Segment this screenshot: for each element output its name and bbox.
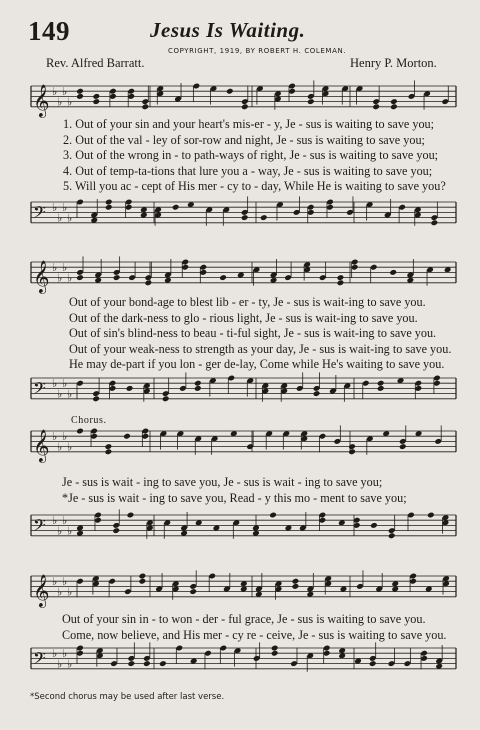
svg-text:♭: ♭ [52,85,58,99]
verse-lyrics-1 [63,117,458,195]
svg-text:♭: ♭ [52,430,58,444]
svg-text:♭: ♭ [62,647,68,661]
lyric-line: 3. Out of the wrong in - to path-ways of right, Je - sus is waiting to save you; [63,148,439,163]
lyric-line: 4. Out of temp-ta-tions that lure you a - way, Je - sus is waiting to save you; [63,163,433,178]
svg-text:𝄞: 𝄞 [33,83,50,117]
svg-text:𝄢: 𝄢 [33,201,46,226]
verse-lyrics-2 [69,295,464,373]
composer-credit: Henry P. Morton. [350,56,437,70]
svg-text:𝄞: 𝄞 [33,259,50,293]
svg-text:♭: ♭ [62,201,68,215]
lyric-line: Out of your weak-ness to strength as your day, Je - sus is wait-ing to save you. [69,341,452,356]
svg-text:♭: ♭ [57,524,63,538]
svg-text:♭: ♭ [57,211,63,225]
lyric-line: 2. Out of the val - ley of sor-row and night, Je - sus is waiting to save you; [63,132,425,147]
svg-text:𝄢: 𝄢 [33,377,46,402]
svg-text:♭: ♭ [67,585,73,599]
lyric-line: Out of the dark-ness to glo - rious light, Je - sus is wait-ing to save you. [69,310,418,325]
bass-staff-1 [0,192,480,252]
svg-text:♭: ♭ [57,440,63,454]
bass-staff-3 [0,505,480,567]
svg-text:♭: ♭ [57,657,63,671]
lyric-line: Je - sus is wait - ing to save you, Je - sus is wait - ing to save you; [62,475,383,489]
svg-text:♭: ♭ [67,440,73,454]
svg-text:♭: ♭ [52,514,58,528]
svg-text:𝄞: 𝄞 [33,428,50,462]
bass-staff-4 [0,640,480,688]
svg-text:♭: ♭ [67,657,73,671]
svg-text:♭: ♭ [67,95,73,109]
svg-text:♭: ♭ [57,387,63,401]
lyric-line: He may de-part if you lon - ger de-lay, Come while He's waiting to save you. [69,357,445,372]
svg-text:♭: ♭ [62,85,68,99]
svg-text:♭: ♭ [67,211,73,225]
lyric-line: Come, now believe, and His mer - cy re - ceive, Je - sus is waiting to save you. [62,627,447,642]
svg-text:♭: ♭ [62,430,68,444]
svg-text:♭: ♭ [52,261,58,275]
lyric-line: Out of sin's blind-ness to beau - ti-ful sight, Je - sus is wait-ing to save you. [69,326,437,341]
svg-text:𝄢: 𝄢 [33,647,46,672]
lyric-line: 1. Out of your sin and your heart's mis-er - y, Je - sus is waiting to save you; [63,117,435,131]
svg-text:♭: ♭ [62,377,68,391]
svg-text:♭: ♭ [52,201,58,215]
chorus-label: Chorus. [71,415,107,426]
svg-text:♭: ♭ [52,647,58,661]
svg-text:♭: ♭ [57,271,63,285]
chorus-lyrics [62,475,457,506]
final-lyrics [62,612,457,643]
svg-text:𝄞: 𝄞 [33,573,50,607]
hymn-number: 149 [28,16,70,46]
footnote: *Second chorus may be used after last verse. [30,692,225,702]
svg-text:♭: ♭ [67,387,73,401]
svg-text:♭: ♭ [52,377,58,391]
svg-text:♭: ♭ [62,261,68,275]
lyric-line: Out of your sin in - to won - der - ful grace, Je - sus is waiting to save you. [62,612,426,626]
svg-text:♭: ♭ [57,95,63,109]
svg-text:♭: ♭ [67,271,73,285]
lyric-line: 5. Will you ac - cept of His mer - cy to - day, While He is waiting to save you? [63,179,446,194]
svg-text:♭: ♭ [52,575,58,589]
lyricist-credit: Rev. Alfred Barratt. [46,56,145,70]
lyric-line: *Je - sus is wait - ing to save you, Read - y this mo - ment to save you; [62,490,407,505]
copyright-notice: COPYRIGHT, 1919, BY ROBERT H. COLEMAN. [168,47,347,55]
svg-text:♭: ♭ [62,514,68,528]
hymn-title: Jesus Is Waiting. [150,18,306,42]
svg-text:♭: ♭ [57,585,63,599]
svg-text:𝄢: 𝄢 [33,514,46,539]
svg-text:♭: ♭ [62,575,68,589]
lyric-line: Out of your bond-age to blest lib - er - ty, Je - sus is wait-ing to save you. [69,295,426,309]
svg-text:♭: ♭ [67,524,73,538]
